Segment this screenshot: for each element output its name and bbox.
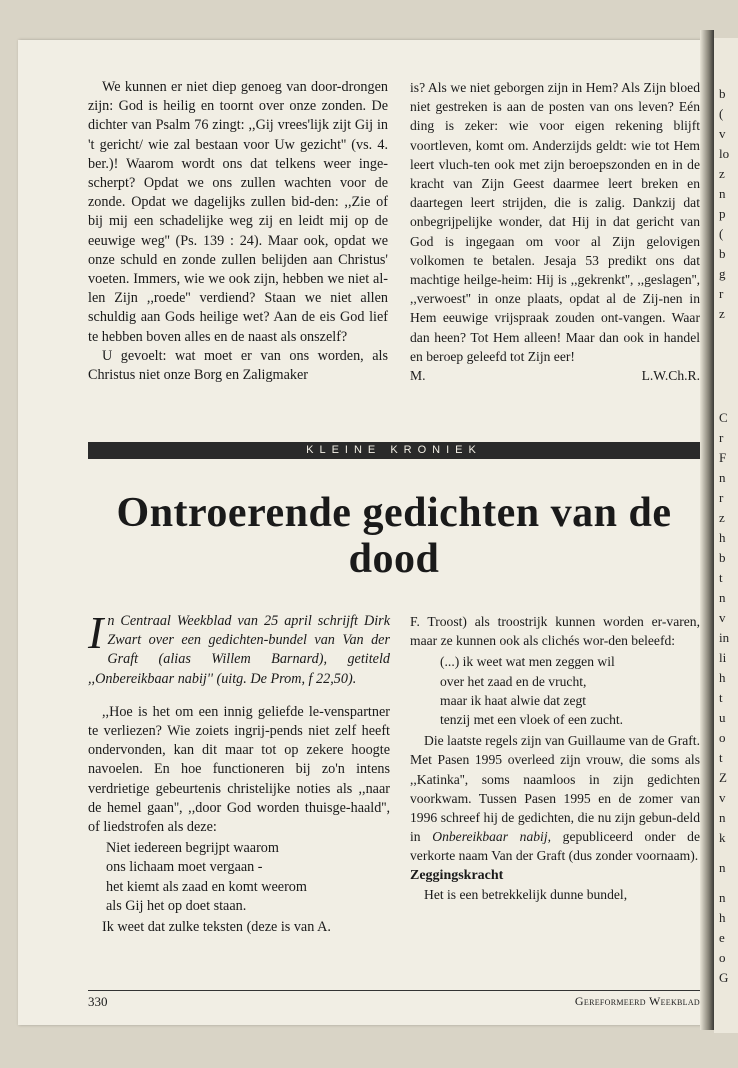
next-page-text-fragment: b bbox=[719, 246, 726, 261]
signature-line bbox=[410, 366, 700, 385]
next-page-text-fragment: r bbox=[719, 430, 724, 445]
next-page-text-fragment: Z bbox=[719, 770, 727, 785]
paragraph: F. Troost) als troostrijk kunnen worden er-varen, maar ze kunnen ook als clichés wor-den beleefd: bbox=[410, 614, 700, 649]
top-left-column bbox=[88, 78, 388, 385]
next-page-edge bbox=[714, 38, 738, 1033]
next-page-text-fragment: t bbox=[719, 750, 723, 765]
paragraph: Ik weet dat zulke teksten (deze is van A. bbox=[102, 919, 331, 936]
next-page-text-fragment: r bbox=[719, 490, 724, 505]
poem-line: (...) ik weet wat men zeggen wil bbox=[440, 654, 615, 670]
book-gutter bbox=[700, 30, 714, 1030]
footer-rule bbox=[88, 990, 700, 991]
next-page-text-fragment: n bbox=[719, 590, 726, 605]
next-page-text-fragment: z bbox=[719, 510, 725, 525]
next-page-text-fragment: in bbox=[719, 630, 730, 645]
next-page-text-fragment: o bbox=[719, 730, 726, 745]
next-page-text-fragment: p bbox=[719, 206, 726, 221]
signature-initial: M. bbox=[410, 368, 426, 384]
paragraph: U gevoelt: wat moet er van ons worden, als Christus niet onze Borg en Zaligmaker bbox=[88, 347, 388, 384]
next-page-text-fragment: e bbox=[719, 930, 725, 945]
next-page-text-fragment: z bbox=[719, 166, 725, 181]
poem-quote bbox=[440, 652, 700, 729]
next-page-text-fragment: v bbox=[719, 126, 726, 141]
book-title: Onbereikbaar nabij, bbox=[432, 829, 552, 845]
poem-line: maar ik haat alwie dat zegt bbox=[440, 692, 587, 708]
next-page-text-fragment: g bbox=[719, 266, 726, 281]
poem-line: Niet iedereen begrijpt waarom bbox=[106, 840, 279, 857]
next-page-text-fragment: li bbox=[719, 650, 727, 665]
drop-cap: I bbox=[88, 607, 104, 658]
next-page-text-fragment: h bbox=[719, 670, 726, 685]
next-page-text-fragment: z bbox=[719, 306, 725, 321]
next-page-text-fragment: r bbox=[719, 286, 724, 301]
section-banner: KLEINE KRONIEK bbox=[88, 442, 700, 459]
next-page-text-fragment: h bbox=[719, 530, 726, 545]
paragraph: Het is een betrekkelijk dunne bundel, bbox=[424, 886, 628, 902]
paragraph-text: Die laatste regels zijn van Guillaume van de Graft. Met Pasen 1995 overleed zijn vrouw, die soms als ,,Katinka'', soms naamloos in zijn gedichten voorkwam. Tussen Pasen 1995 en de zomer van 1996 schreef hij de gedichten, die nu zijn gebun-deld in bbox=[410, 733, 700, 845]
next-page-text-fragment: F bbox=[719, 450, 727, 465]
next-page-text-fragment: G bbox=[719, 970, 729, 985]
next-page-text-fragment: lo bbox=[719, 146, 730, 161]
article-intro bbox=[88, 607, 390, 689]
next-page-text-fragment: n bbox=[719, 810, 726, 825]
poem-quote bbox=[106, 839, 390, 916]
subheading: Zeggingskracht bbox=[410, 867, 504, 883]
next-page-text-fragment: t bbox=[719, 690, 723, 705]
top-right-column bbox=[410, 78, 700, 385]
poem-line: als Gij het op doet staan. bbox=[106, 897, 247, 914]
signature-author: L.W.Ch.R. bbox=[641, 368, 700, 384]
next-page-text-fragment: u bbox=[719, 710, 726, 725]
paragraph-text: gepubliceerd onder de verkorte naam Van der Graft (dus zonder voornaam). bbox=[410, 829, 700, 864]
poem-line: tenzij met een vloek of een zucht. bbox=[440, 712, 624, 728]
article-right-column bbox=[410, 612, 700, 904]
next-page-text-fragment: t bbox=[719, 570, 723, 585]
next-page-text-fragment: ( bbox=[719, 106, 724, 121]
next-page-text-fragment: n bbox=[719, 186, 726, 201]
next-page-text-fragment: n bbox=[719, 890, 726, 905]
next-page-text-fragment: h bbox=[719, 910, 726, 925]
next-page-text-fragment: v bbox=[719, 790, 726, 805]
poem-line: over het zaad en de vrucht, bbox=[440, 673, 587, 689]
paragraph: is? Als we niet geborgen zijn in Hem? Als Zijn bloed niet gestreken is aan de posten van ons leven? Eén ding is zeker: wie voor eigen rekening blijft voortleven, komt om. Anderzijds geldt: wie tot Hem leert vluch-ten ook met zijn beroepszonden en in de kracht van Zijn Geest daarmee leert breken en daartegen leert strijden, die is zalig. Dankzij dat onbegrijpelijke wonder, dat Hij in dat gericht van God is ingegaan om voor al Zijn gelovigen volkomen te betalen. Jesaja 53 predikt ons dat machtige heilge-heim: Hij is ,,gekrenkt'', ,,geslagen'', ,,verwoest'' in onze plaats, opdat al de Zij-nen in Hem eeuwige vrijspraak zouden ont-vangen. Waar dan heen? Tot Hem alleen! Maar dan ook in handel en beroep geleefd tot Zijn eer! bbox=[410, 80, 700, 364]
article-left-column bbox=[88, 607, 390, 937]
next-page-text-fragment: o bbox=[719, 950, 726, 965]
next-page-text-fragment: n bbox=[719, 470, 726, 485]
paragraph: ,,Hoe is het om een innig geliefde le-venspartner te verliezen? Wie zoiets ingrij-pends niet zelf heeft ondervonden, kan dit maar tot op zekere hoogte navoelen. En hoe functioneren bij zo'n intens verdrietige gebeurtenis christelijke noties als ,,naar de hemel gaan'', ,,door God worden thuisge-haald'', of liedstrofen als deze: bbox=[88, 703, 390, 836]
next-page-text-fragment: k bbox=[719, 830, 726, 845]
paragraph: We kunnen er niet diep genoeg van door-drongen zijn: God is heilig en toornt over onze zonden. De dichter van Psalm 76 zingt: ,,Gij vrees'lijk zijt Gij in 't gericht/ wie zal bestaan voor Uw gezicht'' (vs. 4. ber.)! Waarom wordt ons dat telkens weer inge-scherpt? Opdat we ons zullen wachten voor de zonde. Opdat we dagelijks zullen bid-den: ,,Zie of bij mij een schadelijke weg zij en leidt mij op de eeuwige weg'' (Ps. 139 : 24). Maar ook, opdat we onze schuld en zonde zullen belijden aan Christus' voeten. Immers, wie we ook zijn, hebben we niet al-len Zijn ,,roede'' verdiend? Staan we niet allen schuldig aan Gods heilige wet? Aan de eis God lief te hebben boven alles en de naast als onszelf? bbox=[88, 79, 388, 345]
poem-line: ons lichaam moet vergaan - bbox=[106, 859, 263, 876]
next-page-text-fragment: C bbox=[719, 410, 728, 425]
next-page-text-fragment: ( bbox=[719, 226, 724, 241]
running-title: Gereformeerd Weekblad bbox=[574, 994, 700, 1008]
page-number: 330 bbox=[88, 994, 108, 1009]
next-page-text-fragment: n bbox=[719, 860, 726, 875]
intro-text: n Centraal Weekblad van 25 april schrijft Dirk Zwart over een gedichten-bundel van Van der Graft (alias Willem Barnard), getiteld ,,Onbereikbaar nabij'' (uitg. De Prom, f 22,50). bbox=[88, 613, 390, 687]
next-page-text-fragment: b bbox=[719, 86, 726, 101]
next-page-text-fragment: v bbox=[719, 610, 726, 625]
article-headline bbox=[88, 490, 700, 582]
paragraph bbox=[410, 731, 700, 865]
poem-line: het kiemt als zaad en komt weerom bbox=[106, 878, 307, 895]
headline-text: Ontroerende gedichten van de dood bbox=[116, 490, 672, 582]
next-page-text-fragment: b bbox=[719, 550, 726, 565]
